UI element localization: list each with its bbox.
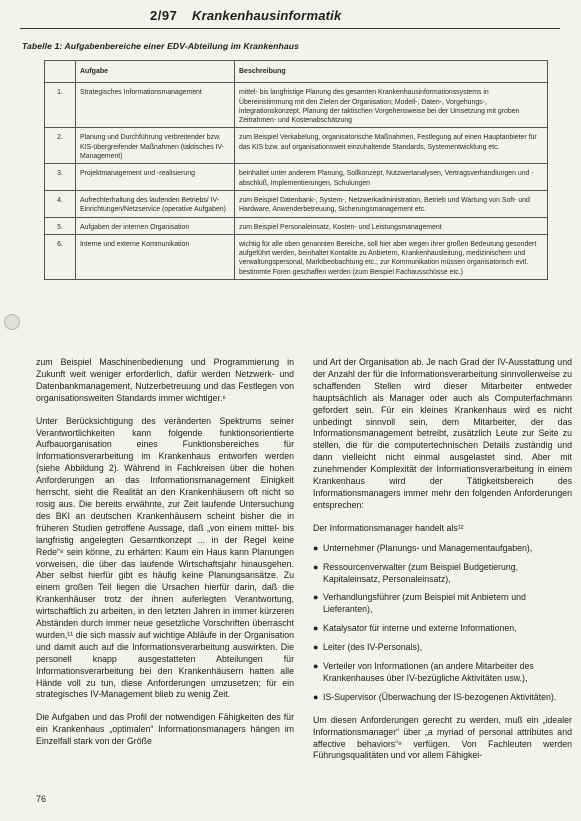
table-row	[45, 164, 548, 191]
row-number: 4.	[45, 190, 76, 217]
list-item	[313, 623, 572, 635]
list-item	[313, 592, 572, 616]
list-lead: Der Informationsmanager handelt als¹²	[313, 522, 464, 533]
row-task: Interne und externe Kommunikation	[76, 234, 235, 279]
body-paragraph: Um diesen Anforderungen gerecht zu werden, muß ein „idealer Informationsmanager“ über „a myriad of personal attributes and affective behaviors“⁹ verfügen. Von Fachleuten werden Führungsqualitäten und vor allem Fähigkei-	[313, 714, 572, 761]
list-item	[313, 692, 572, 704]
table-row	[45, 190, 548, 217]
bullet-icon: ●	[313, 592, 319, 603]
body-paragraph: zum Beispiel Maschinenbedienung und Programmierung in Zukunft weit weniger erforderlich, dafür werden Netzwerk- und Datenbankmanagement, Nutzerbetreuung und das Festlegen von organisationsweiten Standards immer wichtiger.⁶	[36, 357, 294, 403]
header-num	[45, 61, 76, 83]
bullet-icon: ●	[313, 661, 319, 672]
row-number: 3.	[45, 164, 76, 191]
header-smudge	[60, 10, 140, 24]
page-number: 76	[36, 794, 47, 804]
row-task: Strategisches Informationsmanagement	[76, 83, 235, 128]
table-row	[45, 217, 548, 234]
list-item	[313, 562, 572, 586]
list-item-text: Unternehmer (Planungs- und Managementaufgaben),	[323, 542, 533, 553]
tasks-table	[44, 60, 548, 280]
row-description: mittel- bis langfristige Planung des gesamten Krankenhausinformationssystems in Übereinstimmung mit den Zielen der Organisation; Modell-, Daten-, Vorgehungs-, integrationskonzept, Planung der taktischen Vorgehensweise bei der Umsetzung mit groben Zeitrahmen- und Kostenabschätzung	[235, 83, 548, 128]
row-task: Aufgaben der internen Organisation	[76, 217, 235, 234]
row-description: beinhaltet unter anderem Planung, Sollkonzept, Nutzwertanalysen, Vertragsverhandlungen und -abschluß, Implementierungen, Schulungen	[235, 164, 548, 191]
list-item-text: Verteiler von Informationen (an andere Mitarbeiter des Krankenhauses über IV-bezügliche Aktivitäten usw.),	[323, 661, 534, 683]
table-row	[45, 234, 548, 279]
row-description: zum Beispiel Datenbank-, System-, Netzwerkadministration, Betrieb und Wartung von Soft- und Hardware, Anwenderbetreuung, Sicherungsmanagement etc.	[235, 190, 548, 217]
body-paragraph: und Art der Organisation ab. Je nach Grad der IV-Ausstattung und der Anzahl der für die Informationsverarbeitung sinnvollerweise zu schaffenden Stellen wird dieser Mitarbeiter entweder hauptsächlich als Manager oder auch als Computerfachmann gefordert sein. Für ein kleines Krankenhaus wird es nicht unbedingt sinnvoll sein, dem Mitarbeiter, der das Informationsmanagement betreibt, zusätzlich Leute zur Seite zu stellen, die für die computertechnischen Details zuständig und dann vielleicht nicht einmal ausgelastet sind. Aber mit zunehmender Komplexität der Informationsverarbeitung in einem Krankenhaus wird der Tätigkeitsbereich des Informationsmanagers immer mehr den folgenden Anforderungen entsprechen:	[313, 357, 572, 510]
journal-title: Krankenhausinformatik	[192, 8, 342, 23]
row-description: wichtig für alle oben genannten Bereiche, soll hier aber wegen ihrer großen Bedeutung gesondert aufgeführt werden, beinhaltet Kontakte zu Anbietern, Krankenhausleitung, medizinischem und verwaltungspersonal, Marktbeobachtung etc.; zur Kommunikation müssen organisatorisch evtl. bestimmte Foren geschaffen werden (zum Beispiel Fachausschüsse etc.)	[235, 234, 548, 279]
bullet-icon: ●	[313, 691, 319, 702]
issue-number: 2/97	[150, 8, 178, 23]
list-item-text: IS-Supervisor (Überwachung der IS-bezogenen Aktivitäten).	[323, 691, 557, 702]
body-paragraph: Die Aufgaben und das Profil der notwendigen Fähigkeiten des für ein Krankenhaus „optimalen“ Informationsmanagers hängen im Einzelfall stark von der Größe	[36, 712, 294, 747]
row-number: 6.	[45, 234, 76, 279]
list-item	[313, 642, 572, 654]
header-desc: Beschreibung	[235, 61, 548, 83]
row-task: Projektmanagement und -realisierung	[76, 164, 235, 191]
list-item-text: Ressourcenverwalter (zum Beispiel Budgetierung, Kapitaleinsatz, Personaleinsatz),	[323, 561, 519, 584]
table-row	[45, 83, 548, 128]
row-task: Planung und Durchführung verbreitender bzw. KIS-übergreifender Maßnahmen (taktisches IV-Management)	[76, 128, 235, 164]
list-item-text: Katalysator für interne und externe Informationen,	[323, 623, 517, 634]
punch-hole	[4, 314, 20, 330]
row-task: Aufrechterhaltung des laufenden Betriebs/ IV-Einrichtungen/Netzservice (operative Aufgaben)	[76, 190, 235, 217]
bullet-icon: ●	[313, 561, 319, 572]
table-header-row	[45, 61, 548, 83]
running-header	[20, 6, 560, 29]
list-item-text: Leiter (des IV-Personals),	[323, 642, 423, 653]
bullet-icon: ●	[313, 642, 319, 653]
list-item	[313, 543, 572, 555]
table-row	[45, 128, 548, 164]
row-number: 5.	[45, 217, 76, 234]
left-column	[36, 357, 294, 748]
body-paragraph: Unter Berücksichtigung des veränderten Spektrums seiner Verantwortlichkeiten kann folgende funktionsorientierte Aufbauorganisation eines Funktionsbereiches für Informationsverarbeitung im Krankenhaus entworfen werden (siehe Abbildung 2). Während in Fachkreisen über die hohen Anforderungen an das Informationsmanagement Einigkeit herrscht, sieht die Realität an den Krankenhäusern oft nicht so rosig aus. Die bereits erwähnte, zur Zeit laufende Untersuchung des BKI an deutschen Krankenhäusern scheint bisher die in früheren Studien getroffene Aussage, daß „von einem mittel- bis langfristig angelegten Gesamtkonzept ... in der Regel keine Rede“⁸ sein könne, zu erhärten: Kaum ein Haus kann Planungen vorweisen, die über das laufende Wirtschaftsjahr hinausgehen. Aber selbst hierfür gibt es häufig keine Planungsansätze. Zu einem großen Teil liegen die Ursachen hierfür darin, daß die Krankenhäuser trotz der ihnen auferlegten Verantwortung, wirtschaftlich zu arbeiten, in den letzten Jahren in immer kürzeren Abständen durch immer neue gesetzliche Vorschriften überrascht wurden,¹¹ die sich massiv auf wichtige Abläufe in der Organisation und damit auch auf die Informationsverarbeitung auswirkten. Die personell knapp ausgestatteten Abteilungen für Informationsverarbeitung bei den Krankenhäusern hatten alle Hände voll zu tun, diese Anforderungen umzusetzen; für ein strategisches IV-Management blieb zu wenig Zeit.	[36, 415, 294, 700]
row-description: zum Beispiel Verkabelung, organisatorische Maßnahmen, Festlegung auf einen Hauptanbieter für das KIS bzw. auf organisationsweit einzuhaltende Standards, Systementwicklung etc.	[235, 128, 548, 164]
bullet-icon: ●	[313, 623, 319, 634]
header-task: Aufgabe	[76, 61, 235, 83]
list-item	[313, 661, 572, 685]
row-number: 1.	[45, 83, 76, 128]
right-column	[313, 357, 572, 762]
bullet-icon: ●	[313, 542, 319, 553]
table-caption: Tabelle 1: Aufgabenbereiche einer EDV-Abteilung im Krankenhaus	[22, 41, 299, 51]
row-description: zum Beispiel Personaleinsatz, Kosten- und Leistungsmanagement	[235, 217, 548, 234]
row-number: 2.	[45, 128, 76, 164]
list-item-text: Verhandlungsführer (zum Beispiel mit Anbietern und Lieferanten),	[323, 592, 526, 615]
